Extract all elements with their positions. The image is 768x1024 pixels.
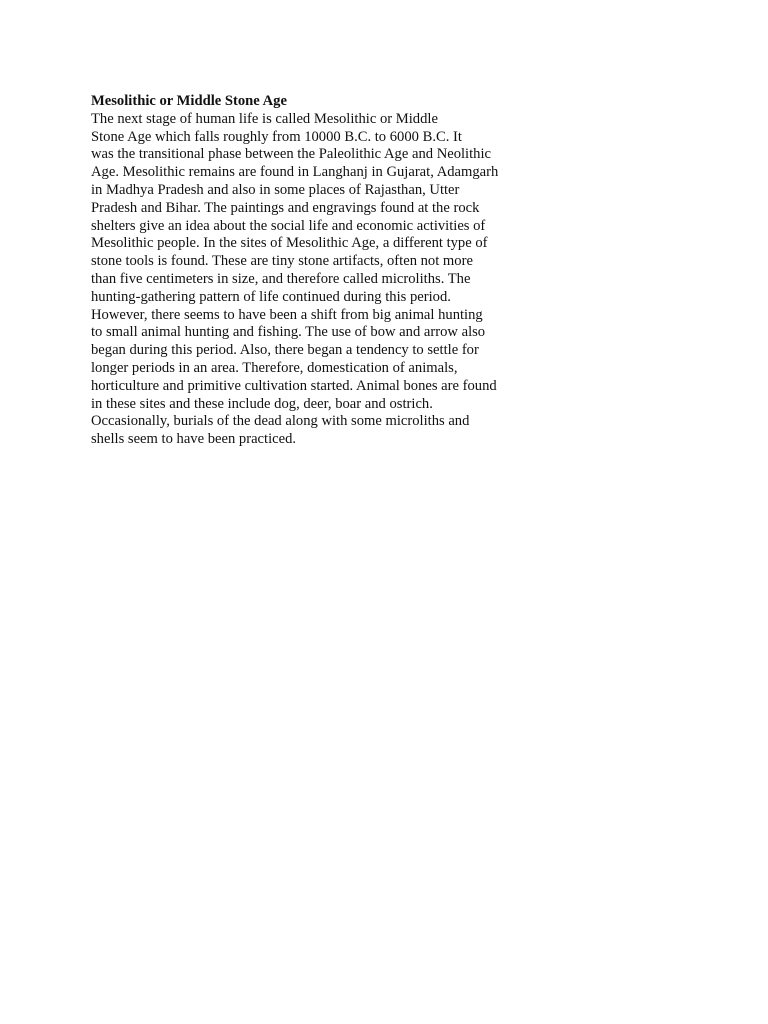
paragraph-line: hunting-gathering pattern of life continued during this period. (91, 288, 451, 305)
paragraph (91, 111, 531, 449)
paragraph-line: to small animal hunting and fishing. The use of bow and arrow also (91, 324, 486, 341)
paragraph-line: in Madhya Pradesh and also in some places of Rajasthan, Utter (91, 181, 460, 198)
paragraph-line: Mesolithic people. In the sites of Mesolithic Age, a different type of (91, 235, 488, 252)
paragraph-line: Pradesh and Bihar. The paintings and engravings found at the rock (91, 199, 480, 216)
paragraph-line: The next stage of human life is called Mesolithic or Middle (91, 110, 438, 127)
paragraph-line: Stone Age which falls roughly from 10000 B.C. to 6000 B.C. It (91, 128, 462, 145)
document-body (91, 93, 531, 449)
paragraph-line: longer periods in an area. Therefore, domestication of animals, (91, 359, 458, 376)
paragraph-line: stone tools is found. These are tiny stone artifacts, often not more (91, 253, 473, 270)
section-heading: Mesolithic or Middle Stone Age (91, 93, 287, 109)
paragraph-line: was the transitional phase between the Paleolithic Age and Neolithic (91, 146, 491, 163)
paragraph-line: began during this period. Also, there began a tendency to settle for (91, 342, 479, 359)
paragraph-line: Occasionally, burials of the dead along with some microliths and (91, 413, 470, 430)
paragraph-line: than five centimeters in size, and therefore called microliths. The (91, 270, 471, 287)
paragraph-line: horticulture and primitive cultivation started. Animal bones are found (91, 377, 497, 394)
paragraph-line: Age. Mesolithic remains are found in Langhanj in Gujarat, Adamgarh (91, 164, 499, 181)
paragraph-line: in these sites and these include dog, deer, boar and ostrich. (91, 395, 433, 412)
paragraph-line: shelters give an idea about the social life and economic activities of (91, 217, 486, 234)
paragraph-line: However, there seems to have been a shift from big animal hunting (91, 306, 483, 323)
paragraph-line: shells seem to have been practiced. (91, 431, 297, 448)
